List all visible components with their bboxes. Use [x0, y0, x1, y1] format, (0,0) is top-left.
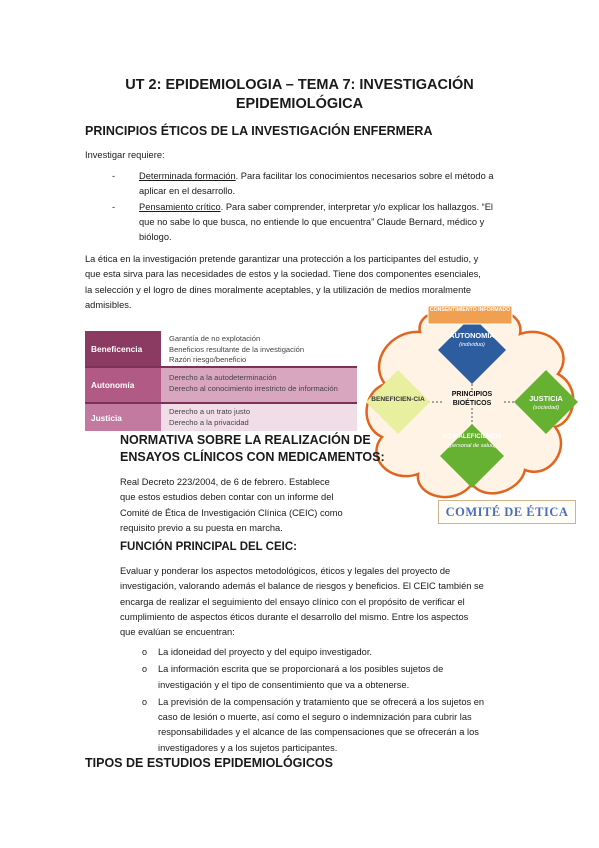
list-item-text: La previsión de la compensación y tratamiento que se ofrecerá a los sujetos en: [158, 696, 485, 707]
ceic-bullet-list: [142, 645, 528, 756]
page-title-line-2: EPIDEMIOLÓGICA: [235, 96, 364, 112]
list-item-text: investigadores y a los sujetos participantes.: [158, 742, 338, 753]
paragraph-line: Comité de Ética de Investigación Clínica (CEIC) como: [120, 507, 343, 518]
paragraph-line: encarga de realizar el seguimiento del ensayo clínico con el propósito de verificar el: [120, 596, 465, 607]
bioethics-diagram: [360, 302, 582, 528]
list-item: [142, 662, 528, 693]
autonomia-sub: (individuo): [459, 341, 485, 348]
paragraph-line: que esta sirva para las necesidades de estos y la sociedad. Tiene dos componentes esenciales,: [85, 269, 481, 280]
heading-line: ENSAYOS CLÍNICOS CON MEDICAMENTOS:: [120, 450, 385, 464]
table-row: [85, 368, 357, 404]
list-item: [142, 645, 528, 660]
no-maleficiencia-label: [436, 433, 508, 450]
autonomia-label: [440, 332, 504, 349]
center-label-line: PRINCIPIOS: [451, 391, 493, 398]
list-item-text: caso de lesión o muerte, así como el seguro o indemnización para cubrir las: [158, 712, 472, 723]
list-item: - Determinada formación. Para facilitar los conocimientos necesarios sobre el método a aplicar en el desarrollo.: [112, 171, 494, 197]
paragraph-line: cumplimiento de aspectos éticos durante el desarrollo del mismo. Entre los aspectos: [120, 611, 469, 622]
principles-table: [85, 331, 357, 431]
consent-label: CONSENTIMIENTO INFORMADO: [429, 307, 511, 313]
requirements-list: [112, 169, 539, 245]
description-line: Beneficios resultante de la investigación: [169, 344, 305, 354]
justicia-label: [518, 395, 574, 412]
list-item-text: La información escrita que se proporcionará a los posibles sujetos de: [158, 664, 444, 675]
description-line: Garantía de no explotación: [169, 334, 261, 343]
bullet-marker: o: [142, 696, 148, 707]
section-heading-tipos: TIPOS DE ESTUDIOS EPIDEMIOLÓGICOS: [85, 756, 333, 770]
beneficiencia-label: BENEFICIEN-CIA: [371, 396, 425, 403]
paragraph-line: que evalúan se encuentran:: [120, 627, 235, 638]
list-item-text: . Para facilitar los conocimientos necesarios sobre el método a: [235, 171, 494, 181]
description-line: Derecho a un trato justo: [169, 407, 251, 416]
ceic-paragraph: [120, 564, 530, 640]
center-label-line: BIOÉTICOS: [452, 399, 492, 407]
page-title-line-1: UT 2: EPIDEMIOLOGIA – TEMA 7: INVESTIGACIÓN: [125, 77, 474, 93]
description-line: Derecho al conocimiento irrestricto de información: [169, 383, 338, 393]
bullet-marker: o: [142, 647, 148, 657]
list-item-text: responsabilidades y el alcance de las compensaciones que se ofrecerán a los: [158, 727, 479, 738]
paragraph-line: Evaluar y ponderar los aspectos metodológicos, éticos y legales del proyecto de: [120, 566, 451, 576]
description-line: Derecho a la privacidad: [169, 417, 249, 427]
center-label: [442, 391, 502, 408]
list-item-text: que no sabe lo que busca, no entiende lo que encuentra” Claude Bernard, médico y: [139, 216, 485, 227]
paragraph-line: que estos estudios deben contar con un informe del: [120, 492, 334, 503]
autonomia-text: AUTONOMÍA: [449, 331, 495, 340]
list-item-text: aplicar en el desarrollo.: [139, 186, 236, 197]
justicia-sub: (sociedad): [532, 404, 560, 411]
table-cell-principle: Justicia: [85, 404, 161, 431]
no-maleficiencia-sub: (personal de salud): [448, 442, 496, 449]
justicia-text: JUSTICIA: [529, 394, 563, 403]
table-cell-description: [161, 404, 357, 431]
table-cell-principle: Beneficencia: [85, 331, 161, 366]
paragraph-line: investigación, valorando además el balance de riesgos y beneficios. El CEIC también se: [120, 581, 484, 592]
table-cell-description: [161, 331, 357, 366]
list-item-text: . Para saber comprender, interpretar y/o explicar los hallazgos. “El: [220, 201, 493, 212]
list-item-text: investigación y el tipo de consentimiento que va a obtenerse.: [158, 679, 410, 690]
section-heading-ceic: FUNCIÓN PRINCIPAL DEL CEIC:: [120, 541, 297, 553]
table-row: [85, 404, 357, 431]
section-heading-principios: PRINCIPIOS ÉTICOS DE LA INVESTIGACIÓN ENFERMERA: [85, 124, 433, 138]
paragraph-line: la selección y el logro de dines moralmente aceptables, y la utilización de medios moralmente: [85, 284, 472, 295]
table-cell-description: [161, 368, 357, 402]
description-line: Derecho a la autodeterminación: [169, 373, 277, 382]
list-item: [142, 695, 528, 756]
bullet-marker: o: [142, 664, 148, 675]
table-row: [85, 331, 357, 368]
list-item: - Pensamiento crítico. Para saber comprender, interpretar y/o explicar los hallazgos. “El que no sabe lo que busca, no entiende lo que encuentra” Claude Bernard, médico y biólogo.: [112, 201, 493, 243]
page-title: [0, 76, 599, 114]
no-maleficiencia-text: NO MALEFICIENCIA: [442, 433, 502, 440]
table-cell-principle: Autonomía: [85, 368, 161, 402]
normativa-paragraph: [120, 475, 365, 536]
intro-text: Investigar requiere:: [85, 150, 165, 160]
paragraph-line: La ética en la investigación pretende garantizar una protección a los participantes del estudio, y: [85, 254, 479, 264]
list-item-text: biólogo.: [139, 232, 172, 243]
paragraph-line: Real Decreto 223/2004, de 6 de febrero. Establece: [120, 477, 330, 487]
comite-banner: [438, 500, 576, 524]
list-item-term: Determinada formación: [139, 171, 236, 181]
paragraph-line: requisito previo a su puesta en marcha.: [120, 522, 283, 533]
list-item-text: La idoneidad del proyecto y del equipo investigador.: [158, 647, 372, 657]
section-heading-normativa: [120, 432, 385, 466]
description-line: Razón riesgo/beneficio: [169, 355, 247, 364]
list-item-term: Pensamiento crítico: [139, 201, 221, 212]
paragraph-line: admisibles.: [85, 299, 132, 310]
comite-banner-text: COMITÉ DE ÉTICA: [445, 504, 569, 519]
heading-line: NORMATIVA SOBRE LA REALIZACIÓN DE: [120, 433, 371, 447]
